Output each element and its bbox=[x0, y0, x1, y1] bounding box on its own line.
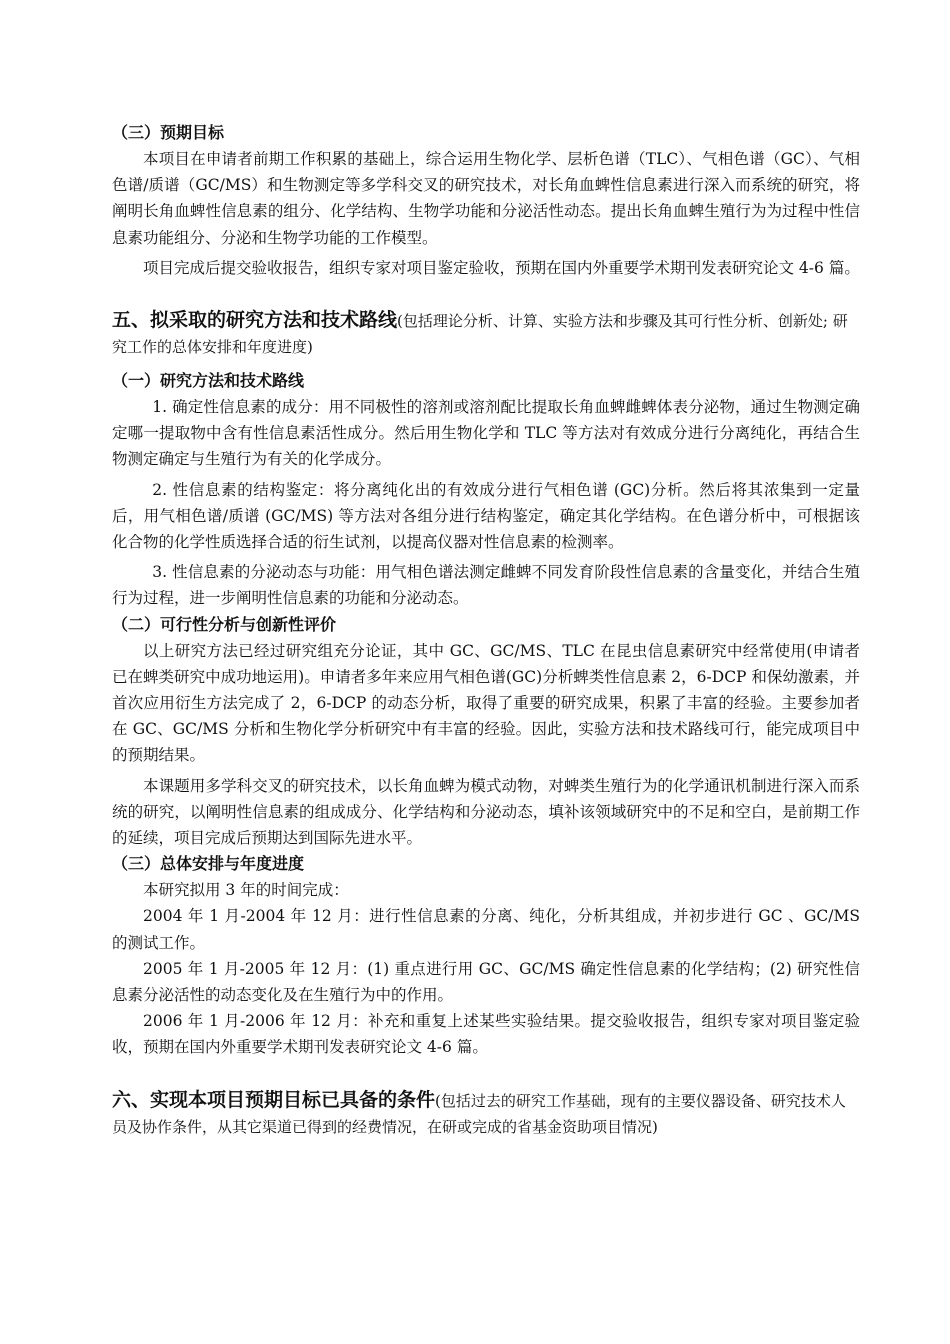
methods-paragraph: 3. 性信息素的分泌动态与功能：用气相色谱法测定雌蜱不同发育阶段性信息素的含量变化，并结合生殖行为过程，进一步阐明性信息素的功能和分泌动态。 bbox=[112, 563, 860, 608]
feasibility-title: （二）可行性分析与创新性评价 bbox=[112, 614, 337, 634]
methods-paragraph: 2. 性信息素的结构鉴定：将分离纯化出的有效成分进行气相色谱 (GC)分析。然后将其浓集到一定量后，用气相色谱/质谱 (GC/MS) 等方法对各组分进行结构鉴定，确定其化学结构。在色谱分析中，可根据该化合物的化学性质选择合适的衍生试剂，以提高仪器对性信息素的检测率。 bbox=[112, 480, 860, 552]
section-6-heading: 六、实现本项目预期目标已具备的条件 bbox=[112, 1088, 436, 1111]
feasibility-paragraph: 以上研究方法已经过研究组充分论证，其中 GC、GC/MS、TLC 在昆虫信息素研究中经常使用(申请者已在蜱类研究中成功地运用)。申请者多年来应用气相色谱(GC)分析蜱类性信息素 2，6-DCP 和保幼激素，并首次应用衍生方法完成了 2，6-DCP 的动态分析，取得了重要的研究成果，积累了丰富的经验。主要参加者在 GC、GC/MS 分析和生物化学分析研究中有丰富的经验。因此，实验方法和技术路线可行，能完成项目中的预期结果。 bbox=[112, 641, 860, 765]
section-5-heading-block bbox=[112, 307, 860, 360]
schedule-paragraph: 2005 年 1 月-2005 年 12 月：(1) 重点进行用 GC、GC/MS 确定性信息素的化学结构；(2) 研究性信息素分泌活性的动态变化及在生殖行为中的作用。 bbox=[112, 959, 860, 1005]
expected-goals-paragraph: 本项目在申请者前期工作积累的基础上，综合运用生物化学、层析色谱（TLC）、气相色谱（GC）、气相色谱/质谱（GC/MS）和生物测定等多学科交叉的研究技术，对长角血蜱性信息素进行深入而系统的研究，将阐明长角血蜱性信息素的组分、化学结构、生物学功能和分泌活性动态。提出长角血蜱生殖行为为过程中性信息素功能组分、分泌和生物学功能的工作模型。 bbox=[112, 150, 860, 247]
document-page bbox=[112, 120, 860, 1148]
schedule-title: （三）总体安排与年度进度 bbox=[112, 854, 305, 874]
section-6-note: (包括过去的研究工作基础，现有的主要仪器设备、研究技术人员及协作条件，从其它渠道已得到的经费情况，在研或完成的省基金资助项目情况) bbox=[112, 1091, 846, 1136]
methods-paragraph: 1. 确定性信息素的成分：用不同极性的溶剂或溶剂配比提取长角血蜱雌蜱体表分泌物，通过生物测定确定哪一提取物中含有性信息素活性成分。然后用生物化学和 TLC 等方法对有效成分进行分离纯化，再结合生物测定确定与生殖行为有关的化学成分。 bbox=[112, 398, 860, 469]
expected-goals-title: （三）预期目标 bbox=[112, 123, 225, 142]
section-6-heading-block bbox=[112, 1087, 860, 1140]
schedule-paragraph: 2006 年 1 月-2006 年 12 月：补充和重复上述某些实验结果。提交验收报告，组织专家对项目鉴定验收，预期在国内外重要学术期刊发表研究论文 4-6 篇。 bbox=[112, 1012, 860, 1057]
schedule-paragraph: 本研究拟用 3 年的时间完成： bbox=[143, 881, 349, 900]
feasibility-paragraph: 本课题用多学科交叉的研究技术，以长角血蜱为模式动物，对蜱类生殖行为的化学通讯机制进行深入而系统的研究，以阐明性信息素的组成成分、化学结构和分泌动态，填补该领域研究中的不足和空白，是前期工作的延续，项目完成后预期达到国际先进水平。 bbox=[112, 776, 860, 848]
section-5-heading: 五、拟采取的研究方法和技术路线 bbox=[112, 309, 398, 332]
expected-goals-paragraph: 项目完成后提交验收报告，组织专家对项目鉴定验收，预期在国内外重要学术期刊发表研究论文 4-6 篇。 bbox=[143, 258, 860, 277]
methods-title: （一）研究方法和技术路线 bbox=[112, 371, 305, 391]
section-5-note: (包括理论分析、计算、实验方法和步骤及其可行性分析、创新处; 研究工作的总体安排和年度进度) bbox=[112, 312, 848, 357]
schedule-paragraph: 2004 年 1 月-2004 年 12 月：进行性信息素的分离、纯化，分析其组成，并初步进行 GC 、GC/MS 的测试工作。 bbox=[112, 907, 860, 952]
